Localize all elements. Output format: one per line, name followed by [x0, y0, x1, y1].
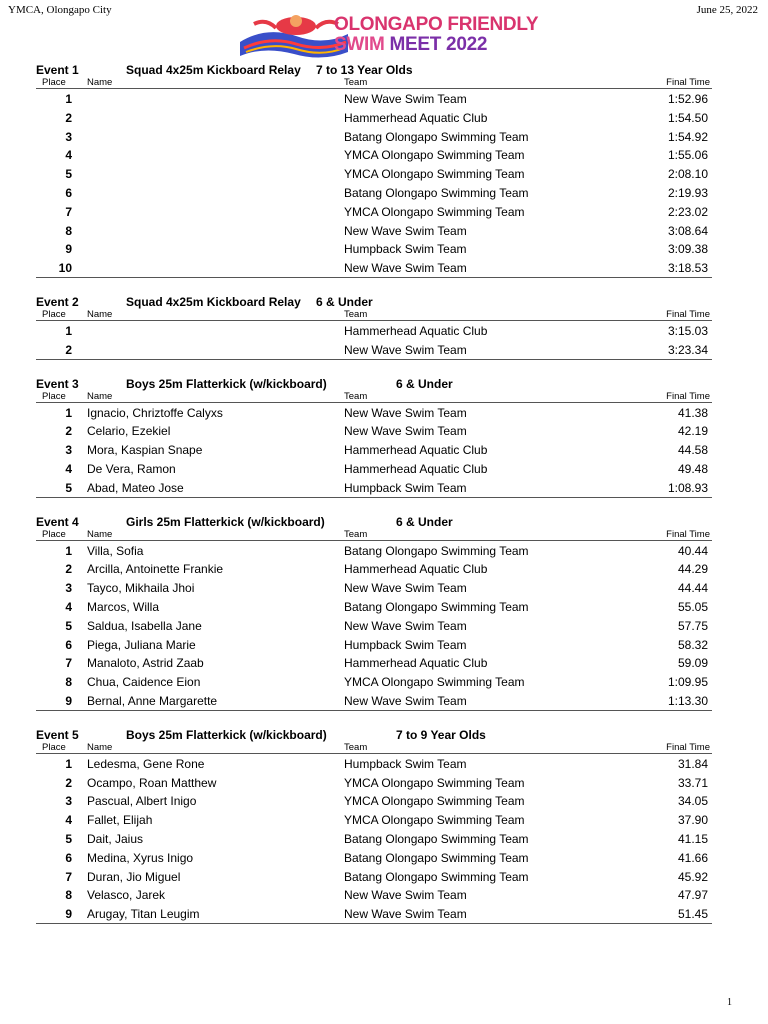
result-row — [36, 791, 712, 810]
final-time: 1:13.30 — [667, 693, 708, 708]
swimmer-name: Celario, Ezekiel — [87, 424, 171, 439]
event-name: Girls 25m Flatterkick (w/kickboard) — [126, 514, 325, 529]
result-row — [36, 89, 712, 108]
team-column-header: Team — [344, 741, 368, 753]
swimmer-name: Tayco, Mikhaila Jhoi — [87, 581, 195, 596]
column-header-row — [36, 77, 712, 89]
results-table — [36, 89, 712, 278]
column-header-row — [36, 309, 712, 321]
final-time: 42.19 — [677, 424, 708, 439]
result-row — [36, 773, 712, 792]
result-row — [36, 578, 712, 597]
result-row — [36, 691, 712, 710]
results-table — [36, 321, 712, 360]
result-row — [36, 597, 712, 616]
result-place: 3 — [65, 443, 72, 458]
results-table — [36, 403, 712, 498]
final-time: 44.29 — [677, 562, 708, 577]
swimmer-name: Chua, Caidence Eion — [87, 675, 201, 690]
result-place: 4 — [65, 813, 72, 828]
team-name: YMCA Olongapo Swimming Team — [344, 204, 525, 219]
team-name: New Wave Swim Team — [344, 405, 467, 420]
swimmer-name: Saldua, Isabella Jane — [87, 618, 202, 633]
final-time: 3:09.38 — [667, 242, 708, 257]
result-row — [36, 672, 712, 691]
result-place: 5 — [65, 831, 72, 846]
result-place: 9 — [65, 242, 72, 257]
logo-swim-word: SWIM — [334, 34, 385, 55]
result-place: 10 — [58, 261, 72, 276]
team-column-header: Team — [344, 77, 368, 88]
final-time: 41.38 — [677, 405, 708, 420]
team-name: New Wave Swim Team — [344, 342, 467, 357]
result-row — [36, 221, 712, 240]
page-number: 1 — [727, 997, 732, 1008]
final-time: 1:54.92 — [667, 129, 708, 144]
final-time: 49.48 — [677, 461, 708, 476]
result-place: 1 — [65, 405, 72, 420]
team-name: New Wave Swim Team — [344, 888, 467, 903]
team-name: Hammerhead Aquatic Club — [344, 323, 488, 338]
result-row — [36, 541, 712, 560]
final-time: 44.44 — [677, 581, 708, 596]
result-place: 4 — [65, 461, 72, 476]
result-row — [36, 127, 712, 146]
team-name: New Wave Swim Team — [344, 92, 467, 106]
swimmer-name: Arcilla, Antoinette Frankie — [87, 562, 224, 577]
name-column-header: Name — [87, 308, 113, 320]
result-row — [36, 403, 712, 422]
team-name: YMCA Olongapo Swimming Team — [344, 813, 525, 828]
swimmer-name: Fallet, Elijah — [87, 813, 153, 828]
team-name: Batang Olongapo Swimming Team — [344, 185, 529, 200]
result-place: 6 — [65, 637, 72, 652]
result-row — [36, 340, 712, 359]
final-time: 3:08.64 — [667, 223, 708, 238]
team-name: New Wave Swim Team — [344, 424, 467, 439]
event-age-group: 6 & Under — [316, 294, 373, 309]
result-row — [36, 440, 712, 459]
final-time: 1:54.50 — [667, 110, 708, 125]
time-column-header: Final Time — [666, 741, 710, 753]
final-time: 3:23.34 — [667, 342, 708, 357]
result-row — [36, 421, 712, 440]
event-name: Boys 25m Flatterkick (w/kickboard) — [126, 376, 327, 391]
time-column-header: Final Time — [666, 77, 710, 88]
time-column-header: Final Time — [666, 390, 710, 402]
team-name: YMCA Olongapo Swimming Team — [344, 775, 525, 790]
date-header: June 25, 2022 — [696, 4, 758, 16]
event-title — [36, 514, 712, 529]
result-row — [36, 145, 712, 164]
team-name: New Wave Swim Team — [344, 618, 467, 633]
result-place: 3 — [65, 581, 72, 596]
result-place: 2 — [65, 110, 72, 125]
place-column-header: Place — [42, 77, 66, 88]
result-place: 5 — [65, 167, 72, 182]
result-row — [36, 202, 712, 221]
name-column-header: Name — [87, 528, 113, 540]
team-name: Hammerhead Aquatic Club — [344, 562, 488, 577]
final-time: 47.97 — [677, 888, 708, 903]
logo-line-1: OLONGAPO FRIENDLY — [334, 14, 539, 35]
team-name: New Wave Swim Team — [344, 581, 467, 596]
result-row — [36, 754, 712, 773]
final-time: 59.09 — [677, 656, 708, 671]
column-header-row — [36, 391, 712, 403]
result-row — [36, 848, 712, 867]
event-title — [36, 294, 712, 309]
team-name: Batang Olongapo Swimming Team — [344, 599, 529, 614]
team-name: Humpback Swim Team — [344, 756, 467, 771]
time-column-header: Final Time — [666, 528, 710, 540]
place-column-header: Place — [42, 528, 66, 540]
result-row — [36, 183, 712, 202]
event-block — [36, 294, 712, 360]
event-number: Event 4 — [36, 514, 79, 529]
name-column-header: Name — [87, 390, 113, 402]
final-time: 37.90 — [677, 813, 708, 828]
place-column-header: Place — [42, 308, 66, 320]
result-place: 8 — [65, 223, 72, 238]
result-place: 3 — [65, 129, 72, 144]
result-row — [36, 653, 712, 672]
result-place: 9 — [65, 693, 72, 708]
event-block — [36, 62, 712, 278]
swimmer-name: Arugay, Titan Leugim — [87, 907, 200, 922]
swimmer-name: Ledesma, Gene Rone — [87, 756, 205, 771]
swimmer-name: Pascual, Albert Inigo — [87, 794, 197, 809]
event-results-list — [36, 62, 712, 940]
event-name: Squad 4x25m Kickboard Relay — [126, 294, 301, 309]
result-row — [36, 164, 712, 183]
event-block — [36, 727, 712, 924]
final-time: 2:19.93 — [667, 185, 708, 200]
event-number: Event 5 — [36, 727, 79, 742]
swimmer-name: Medina, Xyrus Inigo — [87, 850, 194, 865]
result-place: 6 — [65, 185, 72, 200]
team-name: Humpback Swim Team — [344, 480, 467, 495]
event-block — [36, 376, 712, 498]
name-column-header: Name — [87, 77, 113, 88]
result-place: 4 — [65, 599, 72, 614]
team-column-header: Team — [344, 528, 368, 540]
final-time: 2:23.02 — [667, 204, 708, 219]
final-time: 1:08.93 — [667, 480, 708, 495]
event-block — [36, 514, 712, 711]
final-time: 3:18.53 — [667, 261, 708, 276]
team-column-header: Team — [344, 308, 368, 320]
result-place: 6 — [65, 850, 72, 865]
team-name: YMCA Olongapo Swimming Team — [344, 675, 525, 690]
result-place: 7 — [65, 204, 72, 219]
final-time: 3:15.03 — [667, 323, 708, 338]
logo-line-2 — [334, 35, 538, 55]
team-name: Batang Olongapo Swimming Team — [344, 543, 529, 558]
event-number: Event 2 — [36, 294, 79, 309]
results-table — [36, 754, 712, 924]
team-name: New Wave Swim Team — [344, 907, 467, 922]
result-place: 2 — [65, 424, 72, 439]
final-time: 2:08.10 — [667, 167, 708, 182]
result-row — [36, 559, 712, 578]
result-place: 3 — [65, 794, 72, 809]
swimmer-name: Velasco, Jarek — [87, 888, 166, 903]
result-row — [36, 459, 712, 478]
final-time: 33.71 — [677, 775, 708, 790]
team-name: Humpback Swim Team — [344, 242, 467, 257]
result-place: 7 — [65, 869, 72, 884]
result-row — [36, 885, 712, 904]
team-name: New Wave Swim Team — [344, 693, 467, 708]
swimmer-name: Duran, Jio Miguel — [87, 869, 181, 884]
result-row — [36, 635, 712, 654]
result-place: 2 — [65, 775, 72, 790]
place-column-header: Place — [42, 741, 66, 753]
result-row — [36, 321, 712, 340]
result-place: 5 — [65, 480, 72, 495]
result-row — [36, 829, 712, 848]
team-name: Hammerhead Aquatic Club — [344, 656, 488, 671]
swimmer-name: Villa, Sofia — [87, 543, 144, 558]
final-time: 1:52.96 — [667, 92, 708, 106]
team-name: Batang Olongapo Swimming Team — [344, 831, 529, 846]
event-age-group: 6 & Under — [396, 376, 453, 391]
time-column-header: Final Time — [666, 308, 710, 320]
final-time: 34.05 — [677, 794, 708, 809]
final-time: 40.44 — [677, 543, 708, 558]
team-name: YMCA Olongapo Swimming Team — [344, 167, 525, 182]
final-time: 41.15 — [677, 831, 708, 846]
event-age-group: 7 to 13 Year Olds — [316, 63, 413, 77]
result-place: 8 — [65, 888, 72, 903]
swimmer-name: Bernal, Anne Margarette — [87, 693, 218, 708]
result-row — [36, 904, 712, 923]
result-row — [36, 478, 712, 497]
result-row — [36, 108, 712, 127]
team-name: Hammerhead Aquatic Club — [344, 110, 488, 125]
team-name: New Wave Swim Team — [344, 223, 467, 238]
result-row — [36, 867, 712, 886]
event-name: Boys 25m Flatterkick (w/kickboard) — [126, 727, 327, 742]
final-time: 41.66 — [677, 850, 708, 865]
swimmer-name: Mora, Kaspian Snape — [87, 443, 203, 458]
team-name: Hammerhead Aquatic Club — [344, 461, 488, 476]
event-title — [36, 62, 712, 77]
final-time: 45.92 — [677, 869, 708, 884]
team-name: Batang Olongapo Swimming Team — [344, 869, 529, 884]
final-time: 44.58 — [677, 443, 708, 458]
team-name: YMCA Olongapo Swimming Team — [344, 148, 525, 163]
logo-meet-word: MEET 2022 — [389, 34, 488, 55]
swimmer-name: Manaloto, Astrid Zaab — [87, 656, 204, 671]
result-place: 5 — [65, 618, 72, 633]
result-place: 7 — [65, 656, 72, 671]
final-time: 31.84 — [677, 756, 708, 771]
result-row — [36, 810, 712, 829]
swimmer-name: Dait, Jaius — [87, 831, 144, 846]
column-header-row — [36, 742, 712, 754]
place-column-header: Place — [42, 390, 66, 402]
result-row — [36, 258, 712, 277]
team-name: New Wave Swim Team — [344, 261, 467, 276]
final-time: 57.75 — [677, 618, 708, 633]
swimmer-name: Ocampo, Roan Matthew — [87, 775, 217, 790]
result-row — [36, 616, 712, 635]
swim-meet-logo — [236, 12, 539, 62]
result-place: 2 — [65, 562, 72, 577]
event-number: Event 1 — [36, 63, 79, 77]
result-place: 1 — [65, 756, 72, 771]
final-time: 1:09.95 — [667, 675, 708, 690]
final-time: 58.32 — [677, 637, 708, 652]
event-title — [36, 727, 712, 742]
event-age-group: 6 & Under — [396, 514, 453, 529]
result-place: 1 — [65, 543, 72, 558]
result-place: 4 — [65, 148, 72, 163]
logo-title — [334, 15, 538, 55]
event-age-group: 7 to 9 Year Olds — [396, 727, 486, 742]
team-name: Batang Olongapo Swimming Team — [344, 850, 529, 865]
event-title — [36, 376, 712, 391]
column-header-row — [36, 529, 712, 541]
team-name: Humpback Swim Team — [344, 637, 467, 652]
organization-header: YMCA, Olongapo City — [8, 4, 112, 16]
team-column-header: Team — [344, 390, 368, 402]
final-time: 1:55.06 — [667, 148, 708, 163]
swimmer-name: Piega, Juliana Marie — [87, 637, 196, 652]
final-time: 55.05 — [677, 599, 708, 614]
swimmer-name: Ignacio, Chriztoffe Calyxs — [87, 405, 223, 420]
result-place: 2 — [65, 342, 72, 357]
team-name: Batang Olongapo Swimming Team — [344, 129, 529, 144]
result-place: 1 — [65, 92, 72, 106]
swimmer-name: De Vera, Ramon — [87, 461, 176, 476]
result-row — [36, 239, 712, 258]
team-name: YMCA Olongapo Swimming Team — [344, 794, 525, 809]
swimmer-name: Marcos, Willa — [87, 599, 160, 614]
result-place: 8 — [65, 675, 72, 690]
result-place: 9 — [65, 907, 72, 922]
event-name: Squad 4x25m Kickboard Relay — [126, 63, 301, 77]
result-place: 1 — [65, 323, 72, 338]
event-number: Event 3 — [36, 376, 79, 391]
team-name: Hammerhead Aquatic Club — [344, 443, 488, 458]
name-column-header: Name — [87, 741, 113, 753]
swimmer-name: Abad, Mateo Jose — [87, 480, 184, 495]
final-time: 51.45 — [677, 907, 708, 922]
results-table — [36, 541, 712, 711]
